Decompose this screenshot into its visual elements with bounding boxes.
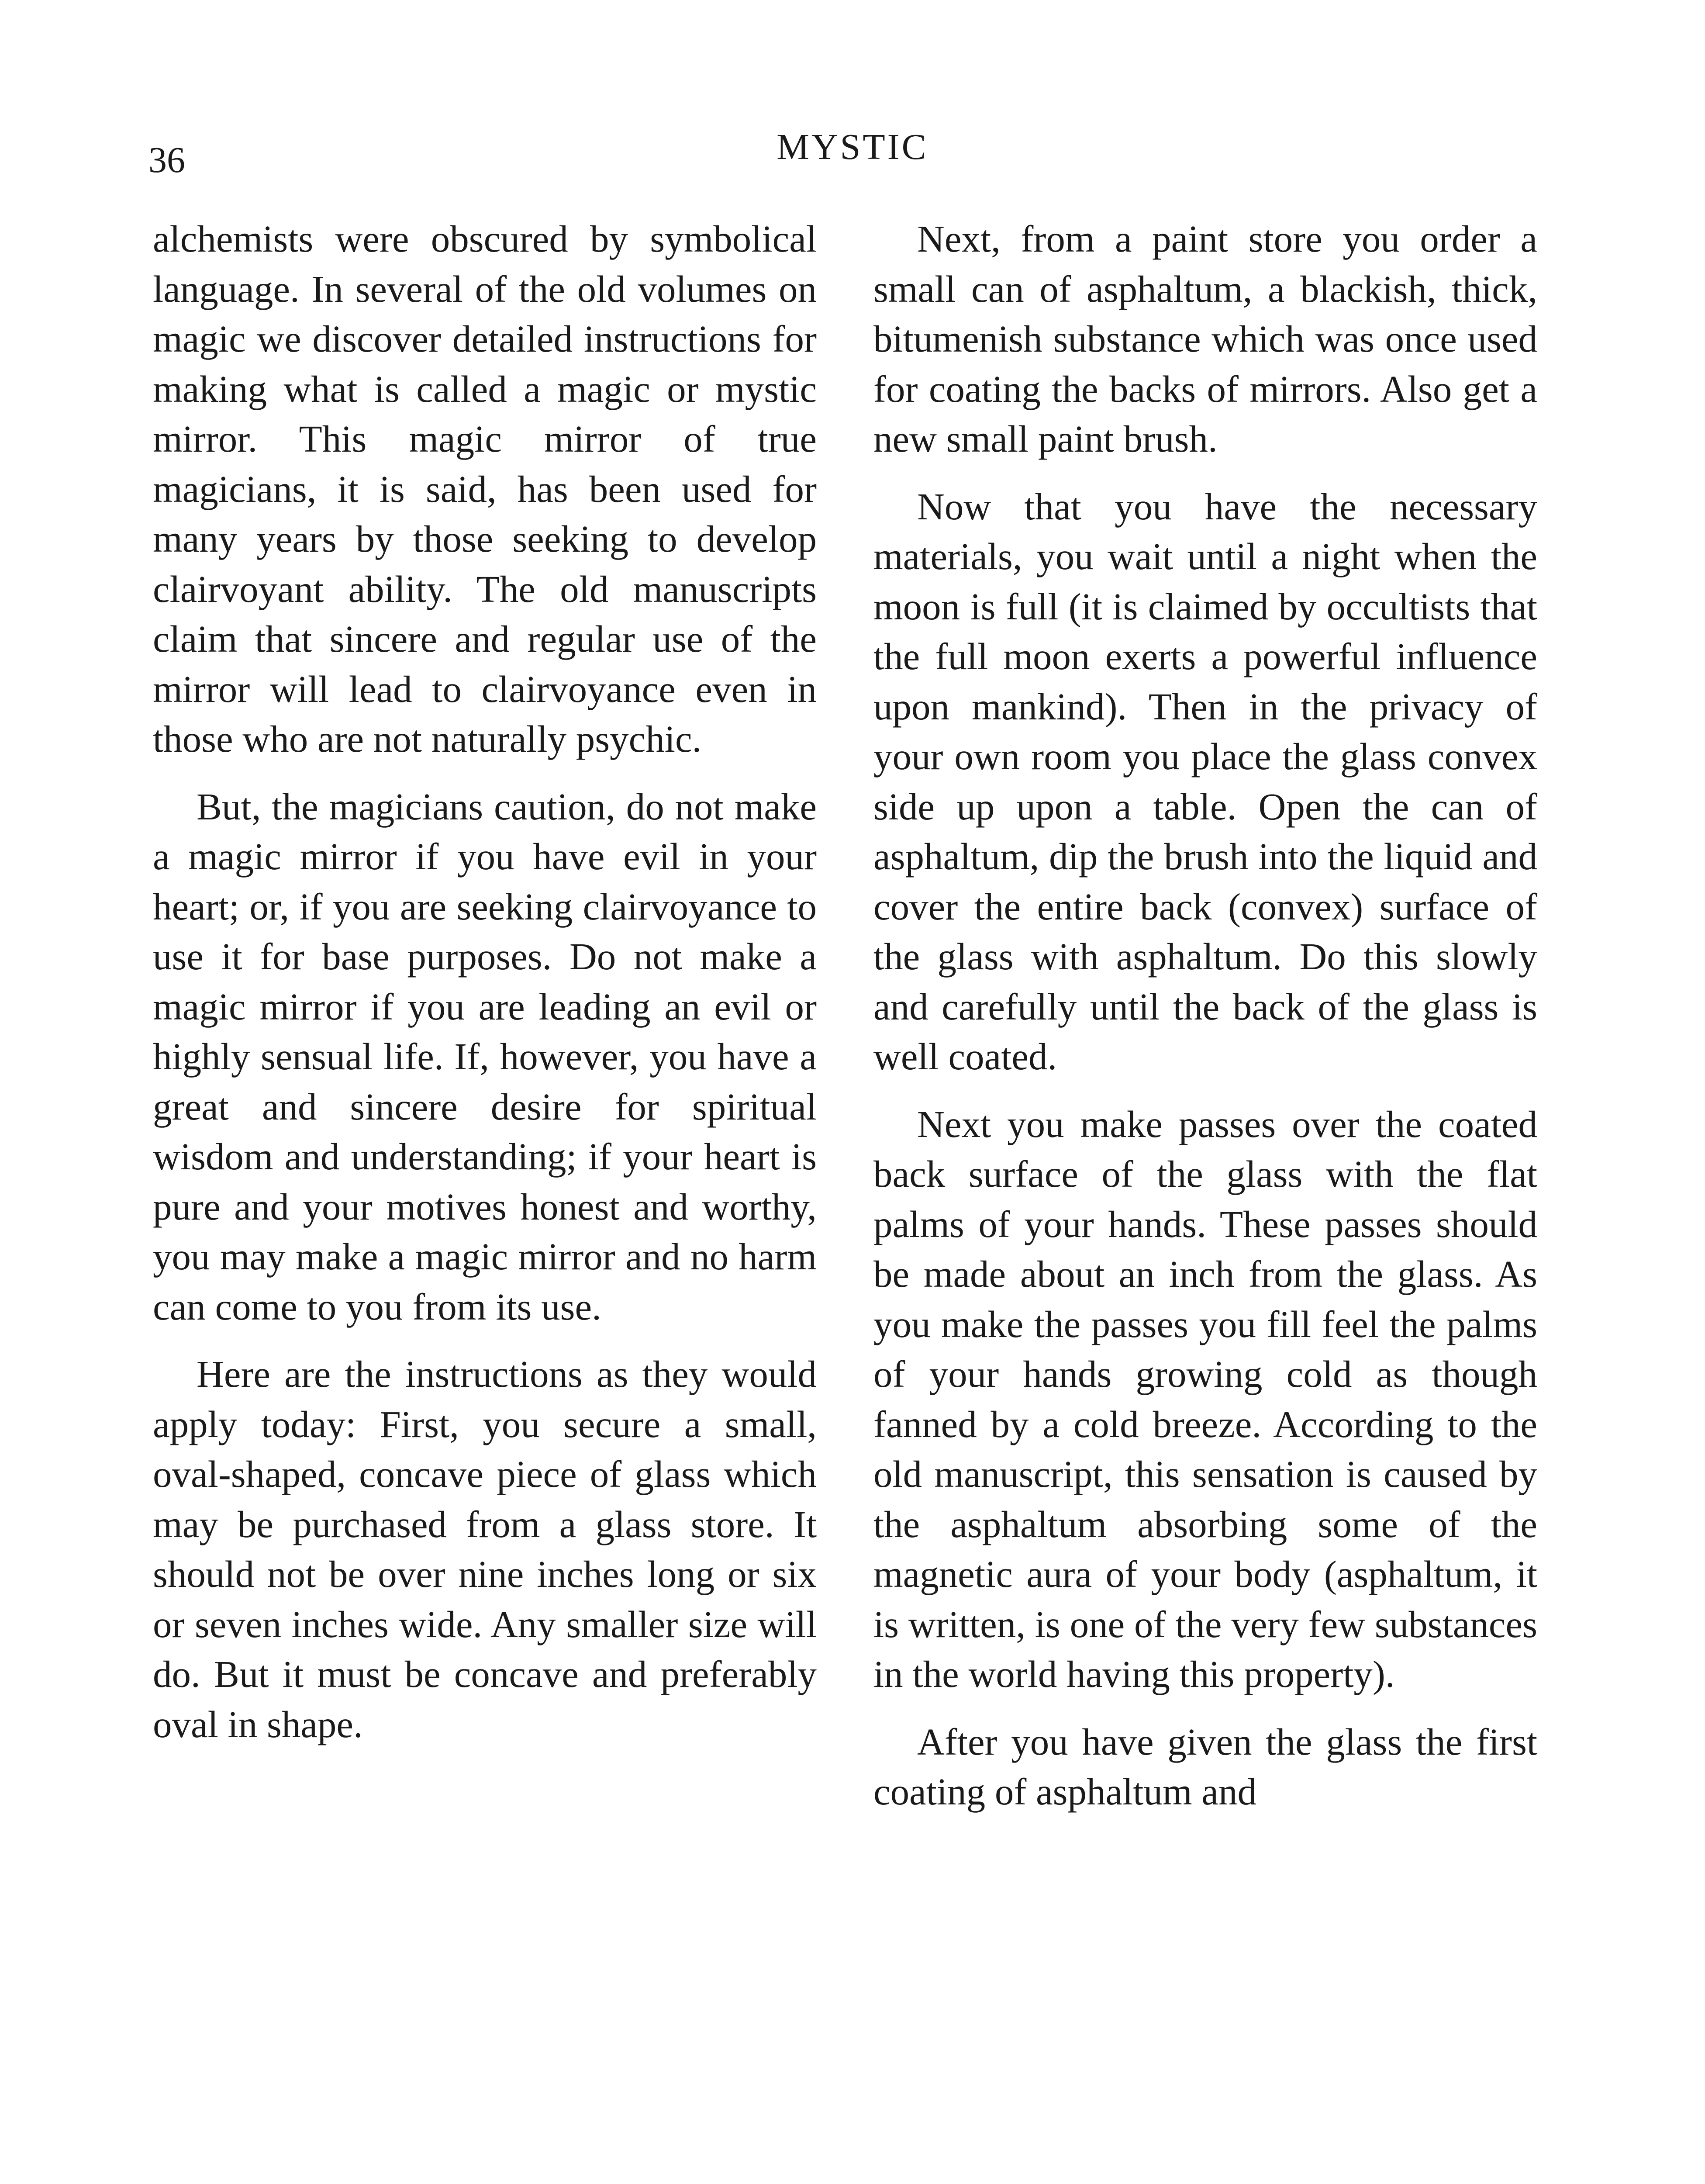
right-column — [873, 214, 1537, 1835]
paragraph: Next, from a paint store you order a small can of asphaltum, a blackish, thick, bitumenish substance which was once used for coating the backs of mirrors. Also get a new small paint brush. — [873, 218, 1537, 460]
paragraph: Here are the instructions as they would apply today: First, you secure a small, oval-shaped, concave piece of glass which may be purchased from a glass store. It should not be over nine inches long or six or seven inches wide. Any smaller size will do. But it must be concave and preferably oval in shape. — [153, 1353, 817, 1745]
paragraph: Now that you have the necessary materials, you wait until a night when the moon is full (it is claimed by occultists that the full moon exerts a powerful influence upon mankind). Then in the privacy of your own room you place the glass convex side up upon a table. Open the can of asphaltum, dip the brush into the liquid and cover the entire back (convex) surface of the glass with asphaltum. Do this slowly and carefully until the back of the glass is well coated. — [873, 485, 1537, 1078]
paragraph: After you have given the glass the first coating of asphaltum and — [873, 1720, 1537, 1813]
paragraph: But, the magicians caution, do not make a magic mirror if you have evil in your heart; or, if you are seeking clairvoyance to use it for base purposes. Do not make a magic mirror if you are leading an evil or highly sensual life. If, however, you have a great and sincere desire for spiritual wisdom and understanding; if your heart is pure and your motives honest and worthy, you may make a magic mirror and no harm can come to you from its use. — [153, 785, 817, 1328]
page-number: 36 — [148, 140, 185, 180]
paragraph: alchemists were obscured by symbolical language. In several of the old volumes on magic we discover detailed instructions for making what is called a magic or mystic mirror. This magic mirror of true magicians, it is said, has been used for many years by those seeking to develop clairvoyant ability. The old manuscripts claim that sincere and regular use of the mirror will lead to clairvoyance even in those who are not naturally psychic. — [153, 218, 817, 760]
running-head: MYSTIC — [777, 127, 928, 167]
paragraph: Next you make passes over the coated back surface of the glass with the flat palms of your hands. These passes should be made about an inch from the glass. As you make the passes you fill feel the palms of your hands growing cold as though fanned by a cold breeze. According to the old manuscript, this sensation is caused by the asphaltum absorbing some of the magnetic aura of your body (asphaltum, it is written, is one of the very few substances in the world having this property). — [873, 1102, 1537, 1695]
left-column — [153, 214, 817, 1767]
